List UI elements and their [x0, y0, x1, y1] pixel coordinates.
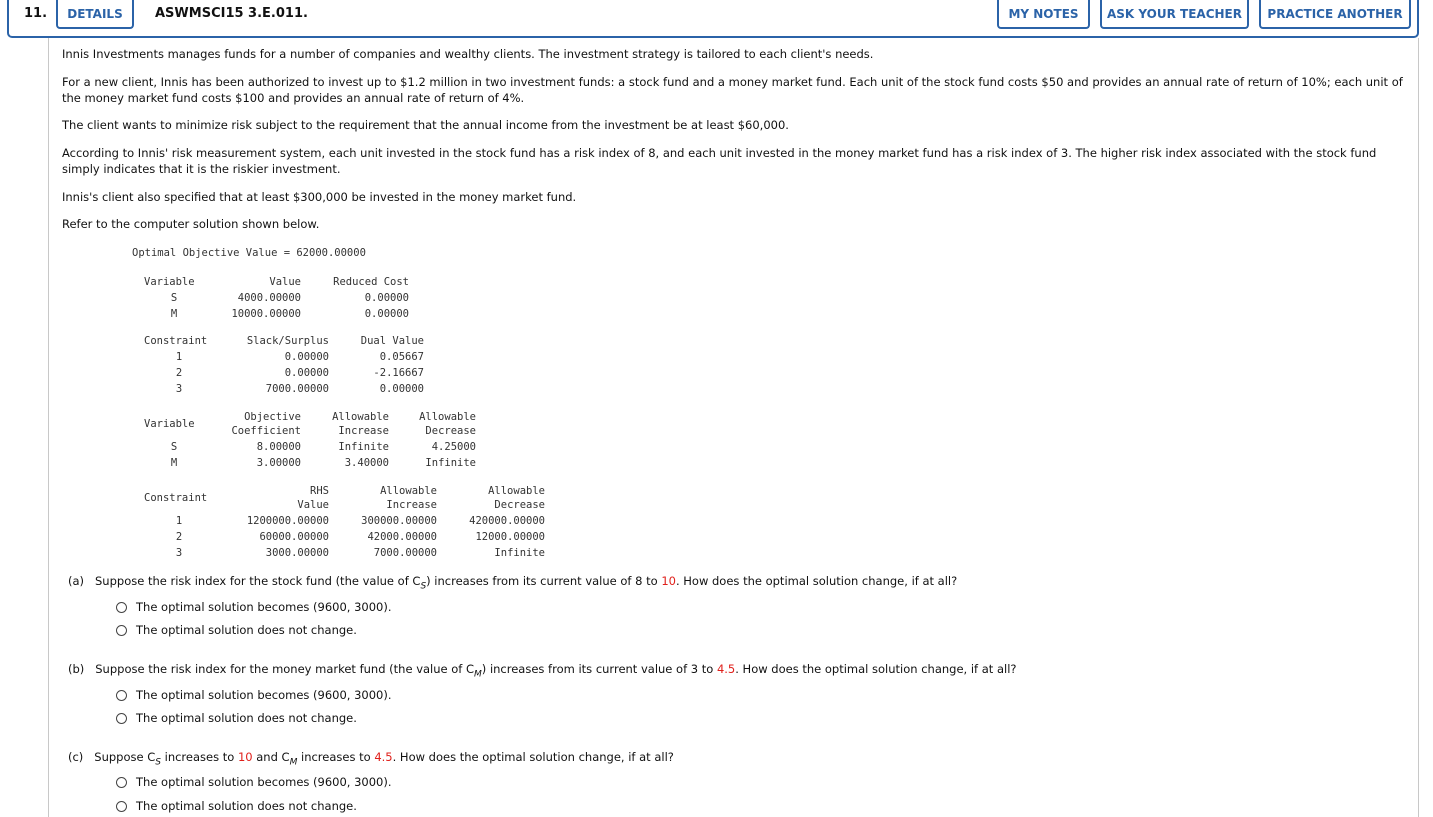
practice-another-button[interactable]: PRACTICE ANOTHER	[1259, 0, 1411, 29]
option-c-2[interactable]	[116, 799, 357, 813]
question-b	[68, 662, 1017, 679]
con-header-slack: Slack/Surplus	[246, 335, 329, 347]
obj-header-decrease: Decrease	[425, 425, 476, 437]
details-button[interactable]: DETAILS	[56, 0, 134, 29]
rhs-row-id: 3	[175, 547, 183, 559]
rhs-row-value: 60000.00000	[259, 531, 329, 543]
con-row-slack: 0.00000	[284, 351, 329, 363]
con-row-id: 2	[175, 367, 183, 379]
question-a-sub: S	[420, 581, 427, 592]
con-row-dual: -2.16667	[373, 367, 424, 379]
question-c-text: Suppose C	[94, 750, 156, 764]
question-content	[48, 38, 1419, 817]
question-b-text: Suppose the risk index for the money market fund (the value of C	[95, 662, 475, 676]
option-a-2-label: The optimal solution does not change.	[136, 623, 357, 637]
con-row-id: 1	[175, 351, 183, 363]
rhs-row-dec: 12000.00000	[475, 531, 545, 543]
question-a-text: Suppose the risk index for the stock fund (the value of C	[95, 574, 421, 588]
radio-c-2[interactable]	[116, 801, 127, 812]
option-a-1-label: The optimal solution becomes (9600, 3000).	[136, 600, 392, 614]
question-c-text-5: . How does the optimal solution change, if at all?	[392, 750, 674, 764]
obj-row-var: S	[170, 441, 178, 453]
obj-row-var: M	[170, 457, 178, 469]
question-b-text-after: . How does the optimal solution change, if at all?	[735, 662, 1017, 676]
radio-c-1[interactable]	[116, 777, 127, 788]
rhs-row-inc: 42000.00000	[367, 531, 437, 543]
question-c-label: (c)	[68, 750, 84, 764]
rhs-header-value: Value	[297, 499, 329, 511]
objective-value: Optimal Objective Value = 62000.00000	[132, 247, 366, 259]
con-row-dual: 0.05667	[379, 351, 424, 363]
rhs-header-increase: Increase	[386, 499, 437, 511]
rhs-header-rhs: RHS	[310, 485, 329, 497]
rhs-row-value: 3000.00000	[265, 547, 329, 559]
obj-header-increase: Increase	[338, 425, 389, 437]
paragraph-money-market: Innis's client also specified that at least $300,000 be invested in the money market fund.	[62, 190, 577, 204]
ask-teacher-button[interactable]: ASK YOUR TEACHER	[1100, 0, 1249, 29]
rhs-row-value: 1200000.00000	[246, 515, 329, 527]
paragraph-funds: For a new client, Innis has been authorized to invest up to $1.2 million in two investment funds: a stock fund and a money market fund. Each unit of the stock fund costs $50 and provides an annual rate of return of 10%; each unit of the money market fund costs $100 and provides an annual rate of return of 4%.	[62, 75, 1403, 105]
rhs-header-constraint: Constraint	[144, 492, 208, 504]
paragraph-risk: According to Innis' risk measurement system, each unit invested in the stock fund has a risk index of 8, and each unit invested in the money market fund has a risk index of 3. The higher risk index associated with the stock fund simply indicates that it is the riskier investment.	[62, 146, 1377, 176]
obj-row-inc: Infinite	[338, 441, 389, 453]
con-row-dual: 0.00000	[379, 383, 424, 395]
question-c-text-3: and C	[252, 750, 290, 764]
question-header	[7, 0, 1419, 38]
obj-row-coef: 8.00000	[256, 441, 301, 453]
con-header-constraint: Constraint	[144, 335, 208, 347]
rhs-header-allow-inc: Allowable	[380, 485, 437, 497]
var-row-value: 4000.00000	[237, 292, 301, 304]
question-a-text-mid: ) increases from its current value of 8 to	[426, 574, 662, 588]
rhs-row-id: 2	[175, 531, 183, 543]
question-a-text-after: . How does the optimal solution change, if at all?	[675, 574, 958, 588]
question-b-text-mid: ) increases from its current value of 3 to	[481, 662, 717, 676]
option-b-2[interactable]	[116, 711, 357, 725]
var-header-variable: Variable	[144, 276, 195, 288]
var-header-reduced-cost: Reduced Cost	[333, 276, 409, 288]
var-row-reduced-cost: 0.00000	[364, 292, 409, 304]
my-notes-button[interactable]: MY NOTES	[997, 0, 1090, 29]
var-row-reduced-cost: 0.00000	[364, 308, 409, 320]
radio-a-2[interactable]	[116, 625, 127, 636]
option-b-1-label: The optimal solution becomes (9600, 3000).	[136, 688, 392, 702]
option-b-2-label: The optimal solution does not change.	[136, 711, 357, 725]
option-a-1[interactable]	[116, 600, 392, 614]
obj-header-variable: Variable	[144, 418, 195, 430]
question-b-label: (b)	[68, 662, 85, 676]
question-c	[68, 750, 674, 767]
question-c-text-2: increases to	[160, 750, 238, 764]
con-row-id: 3	[175, 383, 183, 395]
obj-row-inc: 3.40000	[344, 457, 389, 469]
obj-row-coef: 3.00000	[256, 457, 301, 469]
question-a-label: (a)	[68, 574, 85, 588]
option-b-1[interactable]	[116, 688, 392, 702]
var-row-name: S	[170, 292, 178, 304]
var-header-value: Value	[269, 276, 301, 288]
question-a-value: 10	[661, 574, 676, 588]
option-a-2[interactable]	[116, 623, 357, 637]
question-c-sub2: M	[289, 757, 298, 768]
option-c-1[interactable]	[116, 775, 392, 789]
rhs-row-dec: Infinite	[494, 547, 545, 559]
rhs-header-decrease: Decrease	[494, 499, 545, 511]
con-row-slack: 0.00000	[284, 367, 329, 379]
question-id: ASWMSCI15 3.E.011.	[155, 6, 308, 21]
rhs-row-dec: 420000.00000	[469, 515, 545, 527]
paragraph-intro: Innis Investments manages funds for a number of companies and wealthy clients. The investment strategy is tailored to each client's needs.	[62, 47, 874, 61]
paragraph-refer: Refer to the computer solution shown below.	[62, 217, 320, 231]
obj-header-coefficient: Coefficient	[231, 425, 301, 437]
obj-row-dec: Infinite	[425, 457, 476, 469]
obj-header-allow-inc: Allowable	[332, 411, 389, 423]
question-b-value: 4.5	[716, 662, 736, 676]
rhs-header-allow-dec: Allowable	[488, 485, 545, 497]
radio-b-1[interactable]	[116, 690, 127, 701]
question-c-sub1: S	[155, 757, 161, 768]
var-row-name: M	[170, 308, 178, 320]
question-b-sub: M	[474, 669, 482, 680]
question-number: 11.	[24, 6, 48, 21]
question-a	[68, 574, 957, 591]
paragraph-requirement: The client wants to minimize risk subject to the requirement that the annual income from the investment be at least $60,000.	[62, 118, 789, 132]
radio-a-1[interactable]	[116, 602, 127, 613]
rhs-row-inc: 300000.00000	[361, 515, 437, 527]
option-c-2-label: The optimal solution does not change.	[136, 799, 357, 813]
question-c-value-2: 4.5	[374, 750, 393, 764]
rhs-row-id: 1	[175, 515, 183, 527]
con-row-slack: 7000.00000	[265, 383, 329, 395]
rhs-row-inc: 7000.00000	[373, 547, 437, 559]
obj-row-dec: 4.25000	[431, 441, 476, 453]
question-c-value-1: 10	[237, 750, 253, 764]
obj-header-allow-dec: Allowable	[419, 411, 476, 423]
question-c-text-4: increases to	[297, 750, 375, 764]
obj-header-objective: Objective	[244, 411, 301, 423]
radio-b-2[interactable]	[116, 713, 127, 724]
option-c-1-label: The optimal solution becomes (9600, 3000).	[136, 775, 392, 789]
con-header-dual: Dual Value	[360, 335, 424, 347]
var-row-value: 10000.00000	[231, 308, 301, 320]
